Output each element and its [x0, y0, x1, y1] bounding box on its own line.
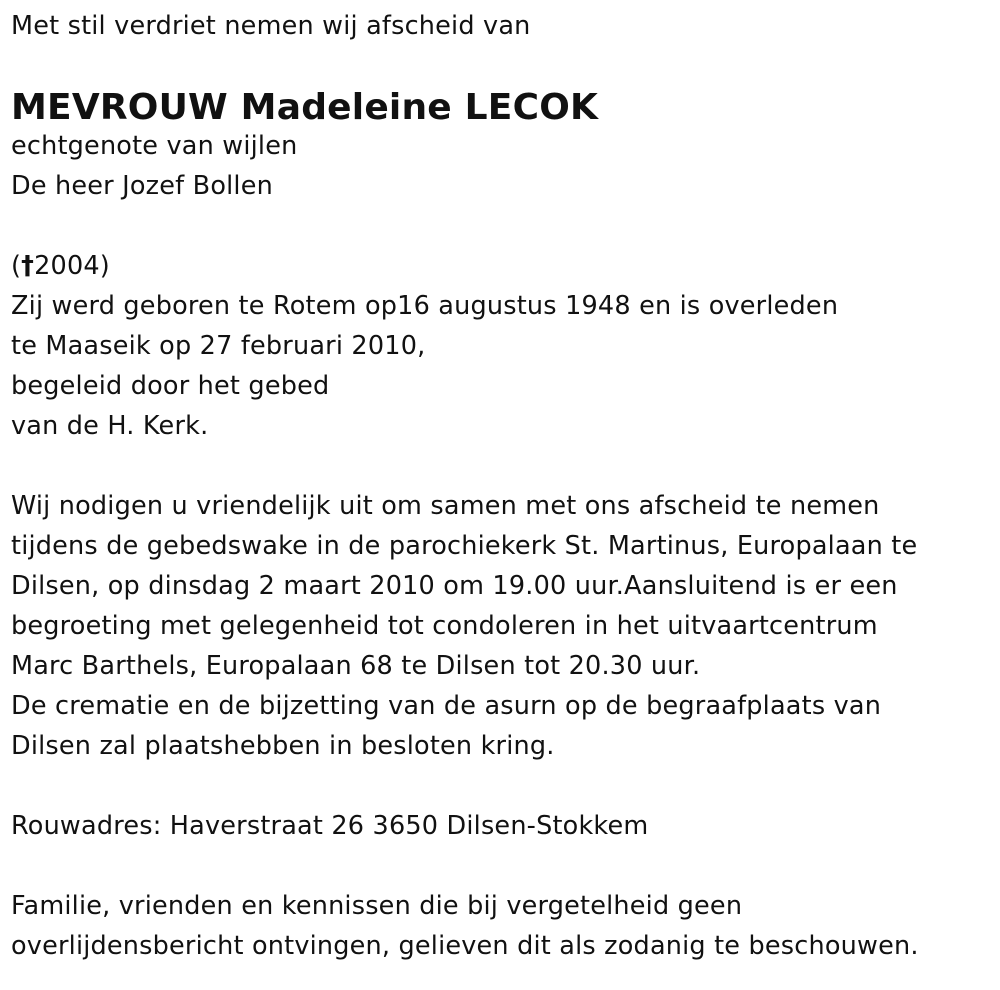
- invitation-line: Dilsen, op dinsdag 2 maart 2010 om 19.00 uur.Aansluitend is er een: [11, 571, 898, 601]
- spouse-line-2: De heer Jozef Bollen: [11, 171, 273, 201]
- birth-death-line: Zij werd geboren te Rotem op16 augustus 1948 en is overleden: [11, 291, 839, 321]
- spacer: [11, 206, 991, 246]
- spacer: [11, 446, 991, 486]
- closing-line: overlijdensbericht ontvingen, gelieven dit als zodanig te beschouwen.: [11, 931, 919, 961]
- spouse-line-1: echtgenote van wijlen: [11, 131, 298, 161]
- spacer: [11, 766, 991, 806]
- invitation-line: tijdens de gebedswake in de parochiekerk St. Martinus, Europalaan te: [11, 531, 918, 561]
- mourning-address: Rouwadres: Haverstraat 26 3650 Dilsen-Stokkem: [11, 811, 649, 841]
- invitation-line: Dilsen zal plaatshebben in besloten kring.: [11, 731, 555, 761]
- invitation-line: begroeting met gelegenheid tot condoleren in het uitvaartcentrum: [11, 611, 878, 641]
- obituary-document: [11, 0, 991, 966]
- death-year: 2004): [34, 251, 110, 281]
- deceased-name: MEVROUW Madeleine LECOK: [11, 87, 599, 128]
- birth-death-line: van de H. Kerk.: [11, 411, 209, 441]
- birth-death-line: te Maaseik op 27 februari 2010,: [11, 331, 426, 361]
- cross-icon: †: [21, 251, 35, 281]
- closing-line: Familie, vrienden en kennissen die bij vergetelheid geen: [11, 891, 743, 921]
- invitation-line: De crematie en de bijzetting van de asurn op de begraafplaats van: [11, 691, 882, 721]
- birth-death-line: begeleid door het gebed: [11, 371, 330, 401]
- spacer: [11, 846, 991, 886]
- intro-text: Met stil verdriet nemen wij afscheid van: [11, 11, 531, 41]
- invitation-line: Wij nodigen u vriendelijk uit om samen met ons afscheid te nemen: [11, 491, 880, 521]
- invitation-line: Marc Barthels, Europalaan 68 te Dilsen tot 20.30 uur.: [11, 651, 701, 681]
- open-paren: (: [11, 251, 22, 281]
- spouse-death-year: [11, 246, 991, 286]
